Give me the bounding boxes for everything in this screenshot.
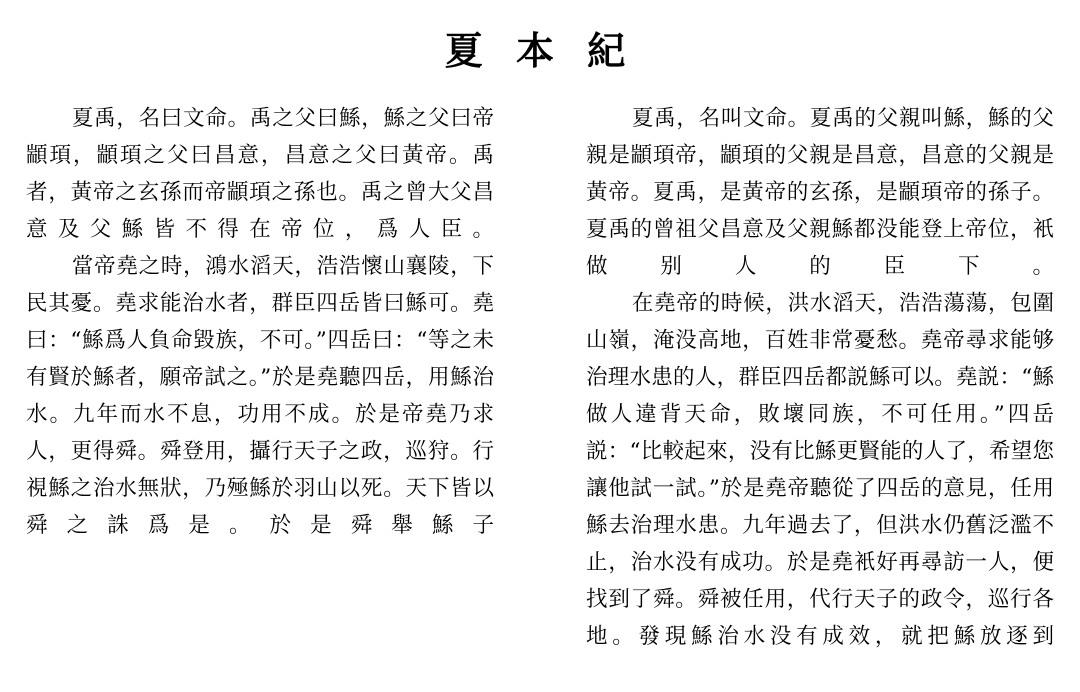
paragraph	[26, 249, 494, 545]
right-column-translation-text	[586, 101, 1054, 656]
paragraph-text: 夏禹，名叫文命。夏禹的父親叫鯀，鯀的父親是顓頊帝，顓頊的父親是昌意，昌意的父親是黃帝。夏禹，是黃帝的玄孫，是顓頊帝的孫子。夏禹的曾祖父昌意及父親鯀都没能登上帝位，衹做别人的臣下。	[586, 106, 1054, 280]
left-column-classical-text	[26, 101, 494, 545]
two-column-body	[26, 101, 1054, 656]
paragraph-text: 當帝堯之時，鴻水滔天，浩浩懷山襄陵，下民其憂。堯求能治水者，群臣四岳皆曰鯀可。堯曰：“鯀爲人負命毀族，不可。”四岳曰：“等之未有賢於鯀者，願帝試之。”於是堯聽四岳，用鯀治水。九年而水不息，功用不成。於是帝堯乃求人，更得舜。舜登用，攝行天子之政，巡狩。行視鯀之治水無狀，乃殛鯀於羽山以死。天下皆以舜之誅爲是。於是舜舉鯀子	[26, 254, 494, 539]
paragraph-text: 夏禹，名曰文命。禹之父曰鯀，鯀之父曰帝顓頊，顓頊之父曰昌意，昌意之父曰黃帝。禹者，黃帝之玄孫而帝顓頊之孫也。禹之曾大父昌意及父鯀皆不得在帝位，爲人臣。	[26, 106, 494, 243]
paragraph	[586, 286, 1054, 656]
page-title: 夏 本 紀	[444, 28, 636, 73]
paragraph-text: 在堯帝的時候，洪水滔天，浩浩蕩蕩，包圍山嶺，淹没高地，百姓非常憂愁。堯帝尋求能够治理水患的人，群臣四岳都説鯀可以。堯説：“鯀做人違背天命，敗壞同族，不可任用。”四岳説：“比較起來，没有比鯀更賢能的人了，希望您讓他試一試。”於是堯帝聽從了四岳的意見，任用鯀去治理水患。九年過去了，但洪水仍舊泛濫不止，治水没有成功。於是堯衹好再尋訪一人，便找到了舜。舜被任用，代行天子的政令，巡行各地。發現鯀治水没有成效，就把鯀放逐到	[586, 291, 1054, 649]
paragraph	[586, 101, 1054, 286]
paragraph	[26, 101, 494, 249]
